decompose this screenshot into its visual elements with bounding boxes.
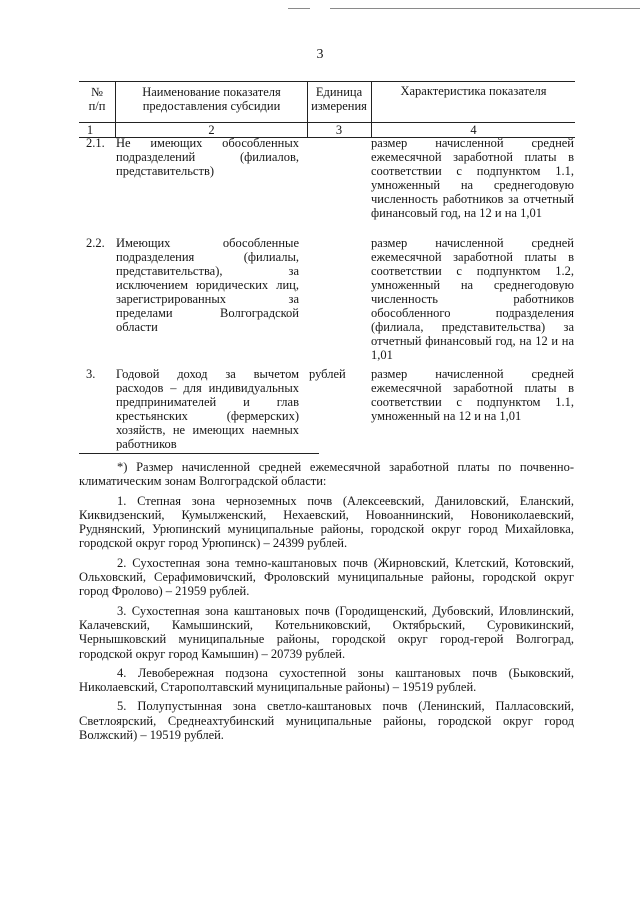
scan-edge-line [330,8,640,9]
column-number: 3 [335,123,343,137]
row-indicator-name: Годовой доход за вычетом расходов – для индивидуальных предпринимателей и глав крестьянских (фермерских) хозяйств, не имеющих наемных работников [116,367,299,451]
header-indicator-name: Наименование показателя предоставления субсидии [142,85,281,113]
row-unit: рублей [309,367,346,381]
row-number: 3. [86,367,96,381]
footnote-item: 2. Сухостепная зона темно-каштановых почв (Жирновский, Клетский, Котовский, Ольховский, Серафимовичский, Фроловский муниципальные районы, городской округ город Фролово) – 21959 рублей. [79,555,574,599]
footnote-item: 3. Сухостепная зона каштановых почв (Городищенский, Дубовский, Иловлинский, Калачевский, Камышинский, Котельниковский, Октябрьский, Суровикинский, Чернышковский муниципальные районы, городской округ город-герой Волгоград, городской округ город Камышин) – 20739 рублей. [79,603,574,661]
row-number: 2.1. [86,136,105,150]
row-characteristic: размер начисленной средней ежемесячной заработной платы в соответствии с подпунктом 1.2, умноженный на среднегодовую численность работников обособленного подразделения (филиала, представительства) за отчетный финансовый год, на 12 и на 1,01 [371,236,574,362]
footnote-intro: *) Размер начисленной средней ежемесячной заработной платы по почвенно-климатическим зонам Волгоградской области: [79,460,574,489]
footnote [79,460,574,747]
scan-edge-line [288,8,310,9]
header-number: № п/п [88,85,106,113]
row-characteristic: размер начисленной средней ежемесячной заработной платы в соответствии с подпунктом 1.1, умноженный на 12 и на 1,01 [371,367,574,423]
row-indicator-name: Имеющих обособленные подразделения (филиалы, представительства), за исключением юридических лиц, зарегистрированных за пределами Волгоградской области [116,236,299,334]
column-number: 4 [470,123,477,137]
column-divider [307,123,308,138]
footnote-separator [79,453,319,454]
indicators-table [79,81,575,138]
column-divider [371,82,372,123]
column-divider [307,82,308,123]
row-indicator-name: Не имеющих обособленных подразделений (филиалов, представительств) [116,136,299,178]
header-characteristic: Характеристика показателя [400,84,547,98]
row-characteristic: размер начисленной средней ежемесячной заработной платы в соответствии с подпунктом 1.1, умноженный на среднегодовую численность работников за отчетный финансовый год, на 12 и на 1,01 [371,136,574,220]
page-number: 3 [316,47,324,62]
column-number: 2 [208,123,215,137]
footnote-item: 1. Степная зона черноземных почв (Алексеевский, Даниловский, Еланский, Киквидзенский, Кумылженский, Нехаевский, Новоаннинский, Новониколаевский, Руднянский, Урюпинский муниципальные районы, городской округ город Михайловка, городской округ город Урюпинск) – 24399 рублей. [79,493,574,551]
column-number: 1 [86,123,94,137]
row-number: 2.2. [86,236,105,250]
footnote-item: 5. Полупустынная зона светло-каштановых почв (Ленинский, Палласовский, Светлоярский, Среднеахтубинский муниципальные районы, городской округ город Волжский) – 19519 рублей. [79,699,574,743]
table-header [79,81,575,123]
column-divider [115,82,116,123]
header-unit: Единица измерения [311,85,367,113]
footnote-item: 4. Левобережная подзона сухостепной зоны каштановых почв (Быковский, Николаевский, Старополтавский муниципальные районы) – 19519 рублей. [79,665,574,695]
